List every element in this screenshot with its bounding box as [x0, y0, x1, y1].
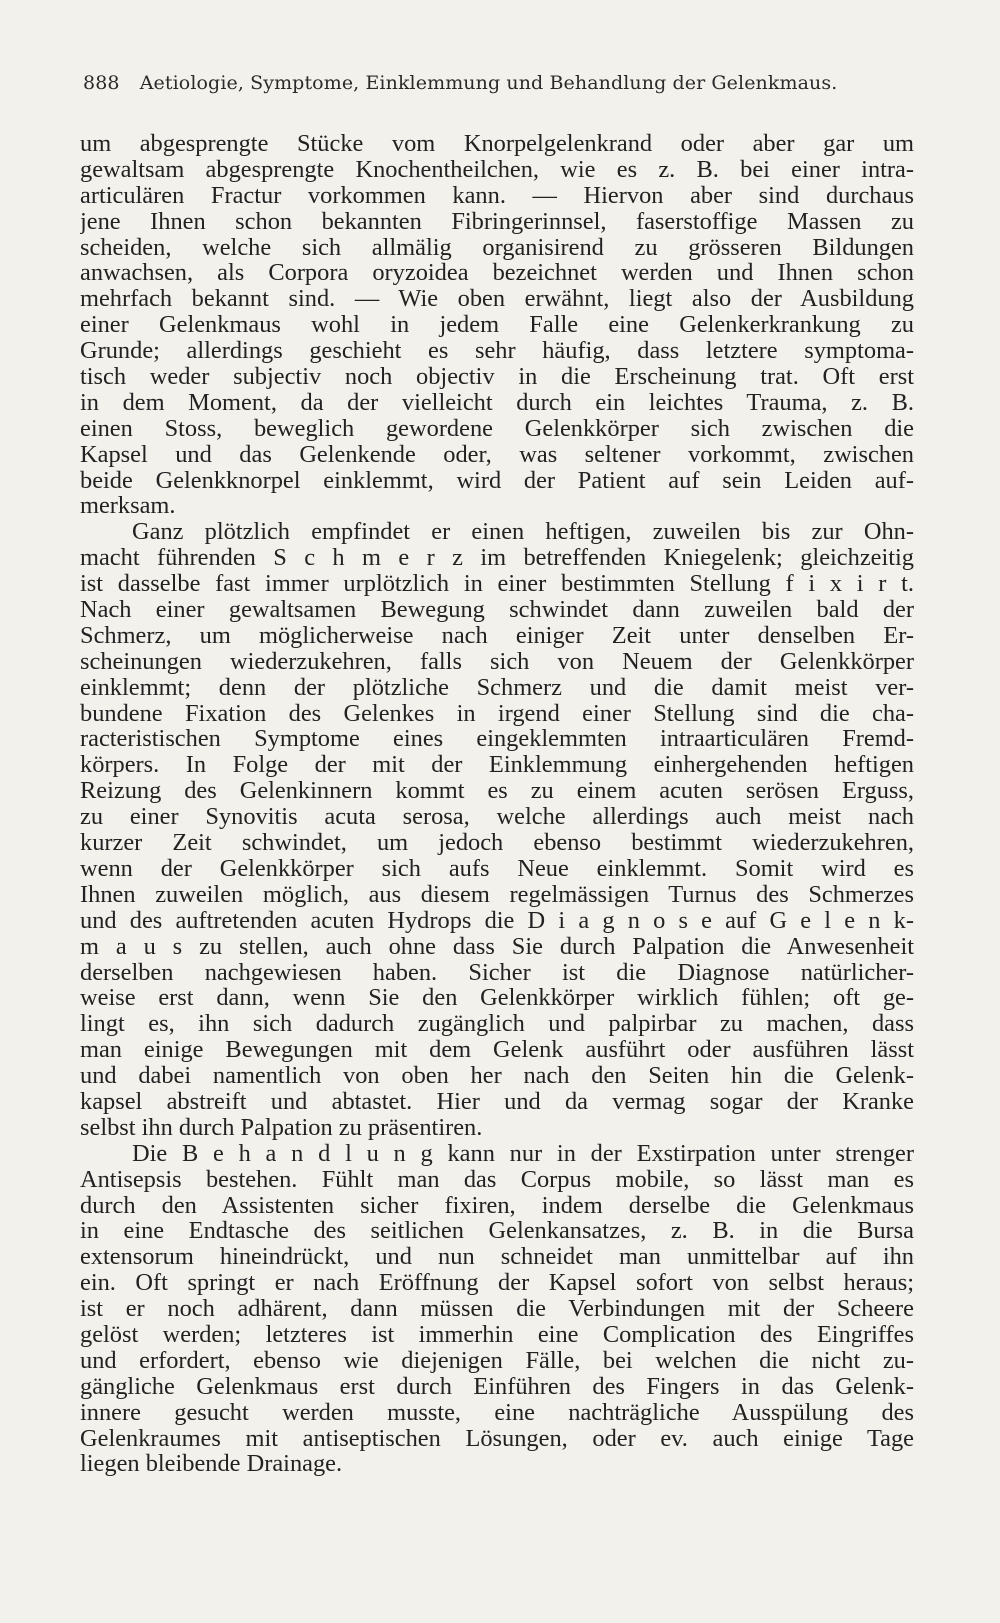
text-line: anwachsen, als Corpora oryzoidea bezeichnet werden und Ihnen schon: [80, 260, 914, 287]
paragraph: [80, 1141, 914, 1478]
running-title: Aetiologie, Symptome, Einklemmung und Behandlung der Gelenkmaus.: [139, 72, 838, 94]
text-line: racteristischen Symptome eines eingeklemmten intraarticulären Fremd-: [80, 726, 914, 753]
text-line: merksam.: [80, 493, 176, 520]
text-line: Gelenkraumes mit antiseptischen Lösungen, oder ev. auch einige Tage: [80, 1425, 914, 1452]
text-line: macht führenden S c h m e r z im betreffenden Kniegelenk; gleichzeitig: [80, 545, 914, 572]
text-line: durch den Assistenten sicher fixiren, indem derselbe die Gelenkmaus: [80, 1192, 914, 1219]
text-line: ein. Oft springt er nach Eröffnung der Kapsel sofort von selbst heraus;: [80, 1270, 914, 1297]
text-line: kapsel abstreift und abtastet. Hier und da vermag sogar der Kranke: [80, 1088, 914, 1115]
text-line: selbst ihn durch Palpation zu präsentiren.: [80, 1114, 483, 1141]
text-line: bundene Fixation des Gelenkes in irgend einer Stellung sind die cha-: [80, 700, 914, 727]
text-line: gewaltsam abgesprengte Knochentheilchen, wie es z. B. bei einer intra-: [80, 156, 914, 183]
text-line: und dabei namentlich von oben her nach den Seiten hin die Gelenk-: [80, 1063, 914, 1089]
text-line: um abgesprengte Stücke vom Knorpelgelenkrand oder aber gar um: [80, 131, 914, 157]
text-line: scheiden, welche sich allmälig organisirend zu grösseren Bildungen: [80, 234, 914, 261]
text-line: beide Gelenkknorpel einklemmt, wird der Patient auf sein Leiden auf-: [80, 467, 914, 494]
text-line: articulären Fractur vorkommen kann. — Hiervon aber sind durchaus: [80, 182, 914, 209]
text-line: lingt es, ihn sich dadurch zugänglich und palpirbar zu machen, dass: [80, 1011, 914, 1038]
text-line: Die B e h a n d l u n g kann nur in der Exstirpation unter strenger: [132, 1140, 914, 1167]
body-text: [80, 131, 914, 1477]
text-line: mehrfach bekannt sind. — Wie oben erwähnt, liegt also der Ausbildung: [80, 286, 914, 313]
text-line: Kapsel und das Gelenkende oder, was seltener vorkommt, zwischen: [80, 441, 914, 468]
text-line: zu einer Synovitis acuta serosa, welche allerdings auch meist nach: [80, 804, 914, 831]
paragraph: [80, 519, 914, 1140]
text-line: wenn der Gelenkkörper sich aufs Neue einklemmt. Somit wird es: [80, 855, 914, 882]
text-line: gelöst werden; letzteres ist immerhin eine Complication des Eingriffes: [80, 1321, 914, 1348]
text-line: einklemmt; denn der plötzliche Schmerz und die damit meist ver-: [80, 674, 914, 701]
text-line: liegen bleibende Drainage.: [80, 1451, 343, 1478]
text-line: Nach einer gewaltsamen Bewegung schwindet dann zuweilen bald der: [80, 597, 914, 623]
text-line: man einige Bewegungen mit dem Gelenk ausführt oder ausführen lässt: [80, 1037, 914, 1064]
text-line: körpers. In Folge der mit der Einklemmung einhergehenden heftigen: [80, 752, 914, 779]
text-line: gängliche Gelenkmaus erst durch Einführen des Fingers in das Gelenk-: [80, 1373, 914, 1400]
text-line: jene Ihnen schon bekannten Fibringerinnsel, faserstoffige Massen zu: [80, 208, 914, 235]
running-header: [83, 72, 913, 94]
text-line: Antisepsis bestehen. Fühlt man das Corpus mobile, so lässt man es: [80, 1166, 914, 1193]
text-line: einen Stoss, beweglich gewordene Gelenkkörper sich zwischen die: [80, 415, 914, 442]
text-line: Schmerz, um möglicherweise nach einiger Zeit unter denselben Er-: [80, 622, 914, 649]
text-line: weise erst dann, wenn Sie den Gelenkkörper wirklich fühlen; oft ge-: [80, 985, 914, 1012]
text-line: kurzer Zeit schwindet, um jedoch ebenso bestimmt wiederzukehren,: [80, 830, 914, 856]
text-line: Ihnen zuweilen möglich, aus diesem regelmässigen Turnus des Schmerzes: [80, 881, 914, 908]
text-line: extensorum hineindrückt, und nun schneidet man unmittelbar auf ihn: [80, 1244, 914, 1271]
text-line: derselben nachgewiesen haben. Sicher ist die Diagnose natürlicher-: [80, 959, 914, 986]
text-line: in dem Moment, da der vielleicht durch ein leichtes Trauma, z. B.: [80, 389, 914, 416]
text-line: Reizung des Gelenkinnern kommt es zu einem acuten serösen Erguss,: [80, 778, 914, 805]
text-line: innere gesucht werden musste, eine nachträgliche Ausspülung des: [80, 1399, 914, 1426]
text-line: scheinungen wiederzukehren, falls sich von Neuem der Gelenkkörper: [80, 648, 914, 675]
text-line: und des auftretenden acuten Hydrops die D i a g n o s e auf G e l e n k-: [80, 907, 914, 934]
text-line: Grunde; allerdings geschieht es sehr häufig, dass letztere symptoma-: [80, 338, 914, 365]
paragraph: [80, 131, 914, 519]
text-line: und erfordert, ebenso wie diejenigen Fälle, bei welchen die nicht zu-: [80, 1347, 914, 1374]
text-line: m a u s zu stellen, auch ohne dass Sie durch Palpation die Anwesenheit: [80, 933, 914, 960]
text-line: in eine Endtasche des seitlichen Gelenkansatzes, z. B. in die Bursa: [80, 1218, 914, 1245]
text-line: einer Gelenkmaus wohl in jedem Falle eine Gelenkerkrankung zu: [80, 312, 914, 339]
text-line: ist er noch adhärent, dann müssen die Verbindungen mit der Scheere: [80, 1296, 914, 1322]
text-line: tisch weder subjectiv noch objectiv in die Erscheinung trat. Oft erst: [80, 364, 914, 390]
text-line: Ganz plötzlich empfindet er einen heftigen, zuweilen bis zur Ohn-: [132, 519, 914, 546]
page-number: 888: [83, 72, 120, 94]
text-line: ist dasselbe fast immer urplötzlich in einer bestimmten Stellung f i x i r t.: [80, 571, 914, 598]
